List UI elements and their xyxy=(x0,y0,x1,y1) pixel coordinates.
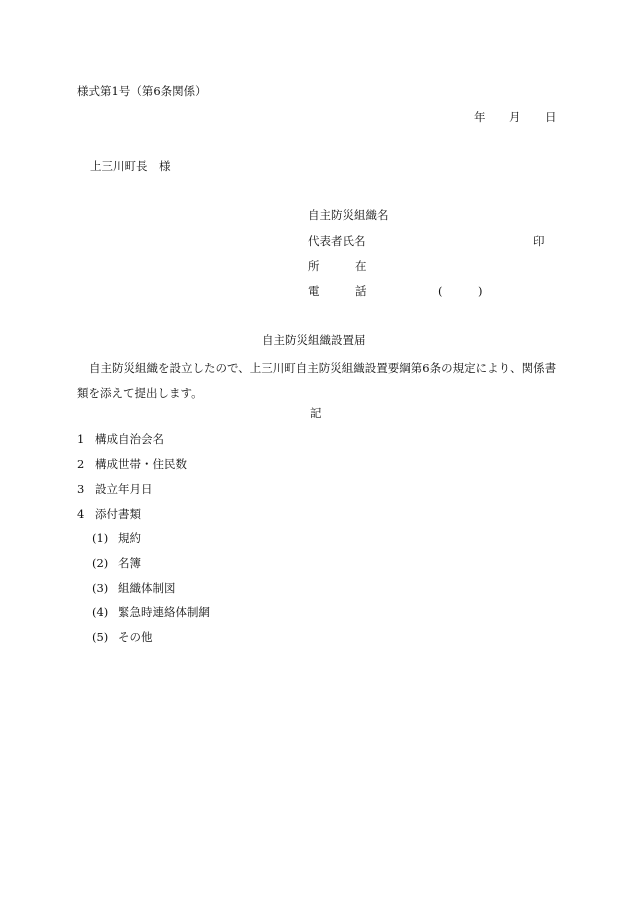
document-title: 自主防災組織設置届 xyxy=(262,333,366,347)
attachment-number: (4) xyxy=(92,605,109,619)
attachment-text: 規約 xyxy=(118,531,141,545)
phone-paren-close: ) xyxy=(478,284,483,298)
attachment-number: (2) xyxy=(92,556,109,570)
org-name-label: 自主防災組織名 xyxy=(308,208,389,222)
attachment-item xyxy=(0,605,630,619)
list-item xyxy=(0,507,630,521)
addressee: 上三川町長 様 xyxy=(90,159,171,173)
attachment-text: 組織体制図 xyxy=(118,581,176,595)
attachment-text: 緊急時連絡体制網 xyxy=(118,605,210,619)
list-item xyxy=(0,457,630,471)
item-number: 1 xyxy=(77,432,85,446)
attachment-item xyxy=(0,556,630,570)
date-month-label: 月 xyxy=(509,110,521,124)
item-number: 4 xyxy=(77,507,85,521)
list-item xyxy=(0,432,630,446)
item-text: 構成世帯・住民数 xyxy=(95,457,187,471)
attachment-number: (1) xyxy=(92,531,109,545)
attachment-text: その他 xyxy=(118,630,153,644)
item-text: 設立年月日 xyxy=(95,482,153,496)
phone-paren-open: ( xyxy=(438,284,443,298)
attachment-item xyxy=(0,581,630,595)
attachment-number: (3) xyxy=(92,581,109,595)
attachment-item xyxy=(0,531,630,545)
address-label-part1: 所 xyxy=(308,259,320,273)
seal-mark: 印 xyxy=(533,234,545,248)
phone-label-part1: 電 xyxy=(308,284,320,298)
attachment-text: 名簿 xyxy=(118,556,141,570)
item-number: 3 xyxy=(77,482,85,496)
attachment-item xyxy=(0,630,630,644)
address-label-part2: 在 xyxy=(355,259,367,273)
item-number: 2 xyxy=(77,457,85,471)
list-item xyxy=(0,482,630,496)
item-text: 構成自治会名 xyxy=(95,432,164,446)
attachment-number: (5) xyxy=(92,630,109,644)
representative-label: 代表者氏名 xyxy=(308,234,366,248)
date-day-label: 日 xyxy=(545,110,557,124)
date-year-label: 年 xyxy=(474,110,486,124)
form-number: 様式第1号（第6条関係） xyxy=(77,84,207,98)
body-paragraph: 自主防災組織を設立したので、上三川町自主防災組織設置要綱第6条の規定により、関係書類を添えて提出します。 xyxy=(77,361,557,400)
ki-heading: 記 xyxy=(310,406,322,420)
item-text: 添付書類 xyxy=(95,507,141,521)
phone-label-part2: 話 xyxy=(355,284,367,298)
